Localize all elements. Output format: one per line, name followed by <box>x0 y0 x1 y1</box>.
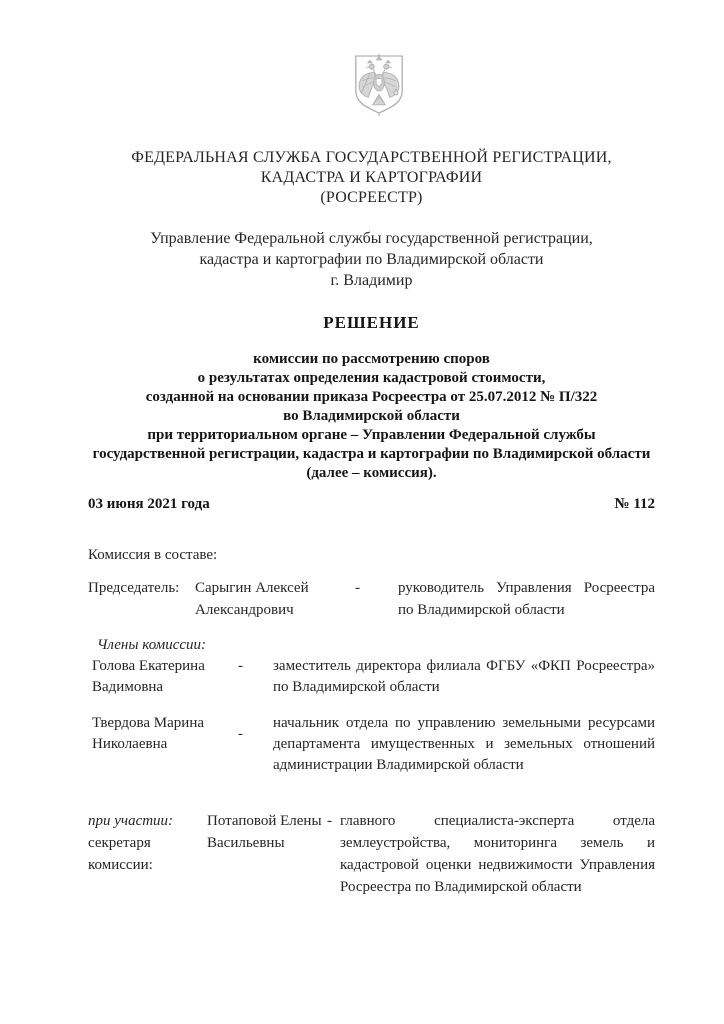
decision-title: РЕШЕНИЕ <box>323 313 420 332</box>
decision-date: 03 июня 2021 года <box>88 496 210 512</box>
person-role: заместитель директора филиала ФГБУ «ФКП Росреестра» по Владимирской области <box>273 658 655 695</box>
org-name-line-2: КАДАСТРА И КАРТОГРАФИИ <box>260 169 483 186</box>
person-name: Сарыгин Алексей Александрович <box>195 580 309 618</box>
date-number-row <box>88 494 655 515</box>
division-line-1: Управление Федеральной службы государственной регистрации, <box>150 230 593 247</box>
members-heading: Члены комиссии: <box>97 637 207 653</box>
decision-subtitle-line: государственной регистрации, кадастра и картографии по Владимирской области <box>92 446 651 462</box>
division-city: г. Владимир <box>330 272 413 289</box>
commission-intro: Комиссия в составе: <box>88 547 218 563</box>
decision-subtitle <box>88 350 655 483</box>
division-line-2: кадастра и картографии по Владимирской области <box>199 251 544 268</box>
dash-separator: - <box>355 580 360 596</box>
participant-row <box>88 810 655 898</box>
org-name-line-1: ФЕДЕРАЛЬНАЯ СЛУЖБА ГОСУДАРСТВЕННОЙ РЕГИСТРАЦИИ, <box>131 149 612 166</box>
decision-subtitle-line: (далее – комиссия). <box>306 465 437 481</box>
org-name-line-3: (РОСРЕЕСТР) <box>320 189 423 206</box>
decision-subtitle-line: при территориальном органе – Управлении Федеральной службы <box>147 427 596 443</box>
decision-subtitle-line: во Владимирской области <box>283 408 460 424</box>
decision-number: № 112 <box>614 496 655 512</box>
decision-subtitle-line: о результатах определения кадастровой стоимости, <box>197 370 546 386</box>
decision-subtitle-line: комиссии по рассмотрению споров <box>253 351 490 367</box>
decision-subtitle-line: созданной на основании приказа Росреестра от 25.07.2012 № П/322 <box>145 389 598 405</box>
chairman-label: Председатель: <box>88 580 180 596</box>
participant-label <box>88 810 207 876</box>
participant-label-italic: при участии: <box>88 813 174 829</box>
member-row <box>88 713 655 776</box>
person-role: главного специалиста-эксперта отдела землеустройства, мониторинга земель и кадастровой оценки недвижимости Управления Росреестра по Владимирской области <box>340 813 655 895</box>
person-role: руководитель Управления Росреестра по Владимирской области <box>398 580 655 618</box>
member-row <box>88 656 655 698</box>
person-name: Твердова Марина Николаевна <box>92 715 205 752</box>
dash-separator: - <box>327 813 332 829</box>
person-role: начальник отдела по управлению земельными ресурсами департамента имущественных и земельных отношений администрации Владимирской области <box>273 715 655 773</box>
chairman-row <box>88 577 655 621</box>
person-name: Голова Екатерина Вадимовна <box>92 658 205 695</box>
person-name: Потаповой Елены Васильевны <box>207 813 322 851</box>
coat-of-arms-icon <box>350 52 408 118</box>
dash-separator: - <box>238 726 243 742</box>
dash-separator: - <box>238 658 243 674</box>
division-header <box>88 228 655 291</box>
org-header <box>88 148 655 208</box>
participant-label-rest: секретаря комиссии: <box>88 835 153 873</box>
